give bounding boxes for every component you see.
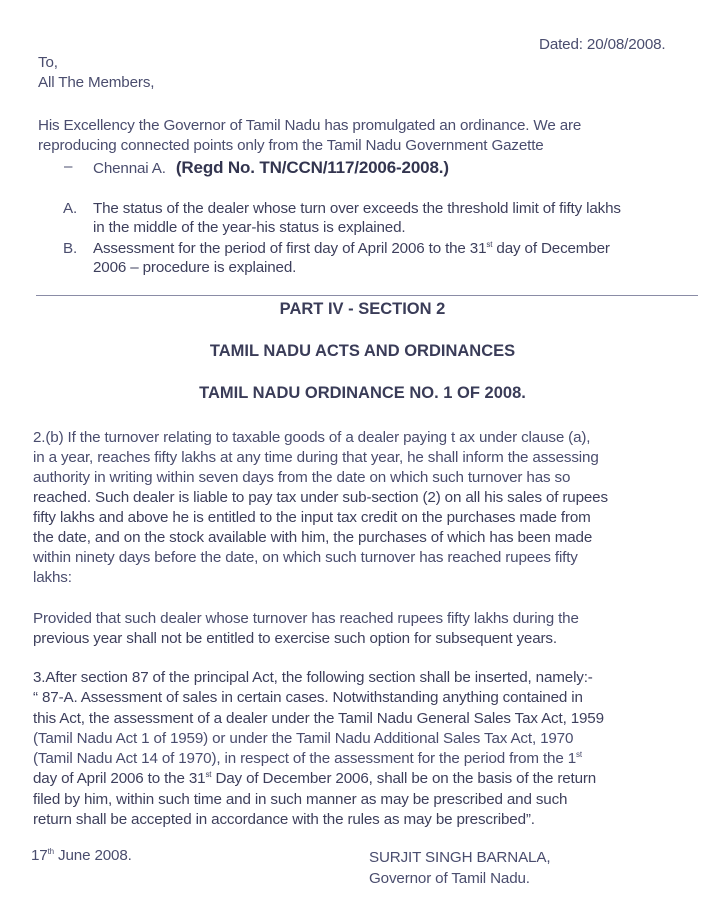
- heading-ordinance-number: TAMIL NADU ORDINANCE NO. 1 OF 2008.: [199, 384, 526, 402]
- clause-3-line: filed by him, within such time and in such manner as may be prescribed and such: [33, 791, 568, 808]
- clause-3-line: (Tamil Nadu Act 1 of 1959) or under the Tamil Nadu Additional Sales Tax Act, 1970: [33, 730, 574, 747]
- clause-2b-line: 2.(b) If the turnover relating to taxable goods of a dealer paying t ax under clause (a),: [33, 429, 591, 446]
- dated-line: Dated: 20/08/2008.: [539, 36, 666, 53]
- intro-line-3: [93, 158, 449, 178]
- point-b-line-2: 2006 – procedure is explained.: [93, 259, 297, 276]
- signatory-name: SURJIT SINGH BARNALA,: [369, 849, 551, 866]
- clause-2b-line: in a year, reaches fifty lakhs at any time during that year, he shall inform the assessing: [33, 449, 599, 466]
- point-a-line-1: The status of the dealer whose turn over exceeds the threshold limit of fifty lakhs: [93, 200, 621, 217]
- clause-3-line: this Act, the assessment of a dealer under the Tamil Nadu General Sales Tax Act, 1959: [33, 710, 604, 727]
- divider-rule: [36, 295, 698, 296]
- point-a-line-2: in the middle of the year-his status is explained.: [93, 219, 406, 236]
- salutation-members: All The Members,: [38, 74, 155, 91]
- proviso-line: previous year shall not be entitled to exercise such option for subsequent years.: [33, 630, 557, 647]
- clause-2b-line: reached. Such dealer is liable to pay tax under sub-section (2) on all his sales of rupees: [33, 489, 608, 506]
- clause-3-line: day of April 2006 to the 31st Day of December 2006, shall be on the basis of the return: [33, 770, 597, 787]
- heading-part-section: PART IV - SECTION 2: [279, 300, 446, 318]
- proviso-line: Provided that such dealer whose turnover has reached rupees fifty lakhs during the: [33, 610, 579, 627]
- gazette-registration: (Regd No. TN/CCN/117/2006-2008.): [175, 158, 449, 177]
- intro-line-2: reproducing connected points only from the Tamil Nadu Government Gazette: [38, 137, 544, 154]
- signatory-title: Governor of Tamil Nadu.: [369, 870, 530, 887]
- clause-3-line: “ 87-A. Assessment of sales in certain cases. Notwithstanding anything contained in: [33, 689, 583, 706]
- intro-line-1: His Excellency the Governor of Tamil Nadu has promulgated an ordinance. We are: [38, 117, 582, 134]
- salutation-to: To,: [38, 54, 58, 71]
- clause-3-line: 3.After section 87 of the principal Act, the following section shall be inserted, namely:-: [33, 669, 593, 686]
- clause-2b-line: within ninety days before the date, on which such turnover has reached rupees fifty: [33, 549, 578, 566]
- clause-3-line: (Tamil Nadu Act 14 of 1970), in respect of the assessment for the period from the 1st: [33, 750, 582, 767]
- clause-2b-line: the date, and on the stock available with him, the purchases of which has been made: [33, 529, 593, 546]
- point-a-marker: A.: [63, 200, 78, 217]
- clause-2b-line: fifty lakhs and above he is entitled to the input tax credit on the purchases made from: [33, 509, 591, 526]
- ordinance-date: 17th June 2008.: [31, 847, 132, 864]
- point-b-line-1: Assessment for the period of first day of April 2006 to the 31st day of December: [93, 240, 610, 257]
- intro-dash: –: [64, 158, 73, 175]
- gazette-location: Chennai A.: [93, 160, 166, 177]
- clause-3-line: return shall be accepted in accordance with the rules as may be prescribed”.: [33, 811, 535, 828]
- clause-2b-line: lakhs:: [33, 569, 72, 586]
- heading-acts-ordinances: TAMIL NADU ACTS AND ORDINANCES: [209, 342, 516, 360]
- clause-2b-line: authority in writing within seven days from the date on which such turnover has so: [33, 469, 571, 486]
- point-b-marker: B.: [63, 240, 78, 257]
